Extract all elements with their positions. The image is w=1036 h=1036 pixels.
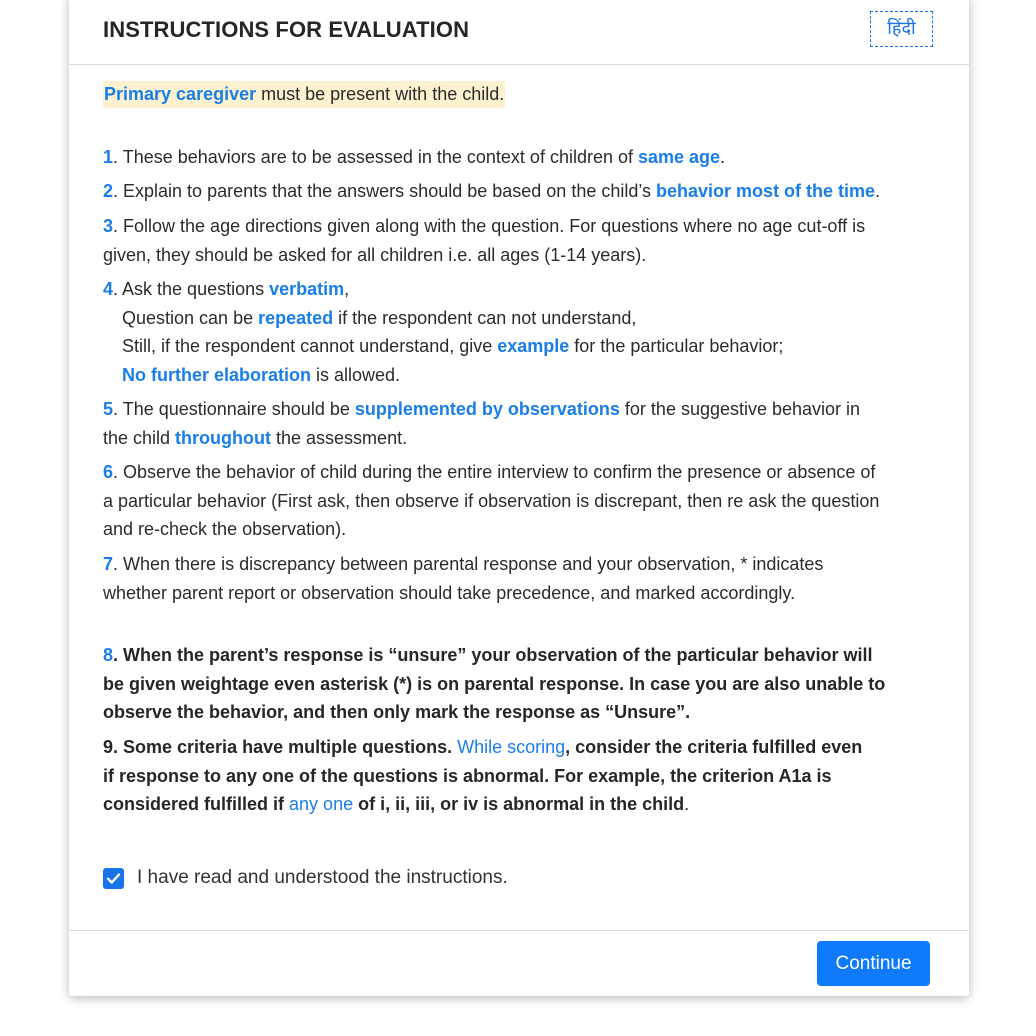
item-text: and re-check the observation). [103, 519, 347, 540]
item-text: . Observe the behavior of child during the entire interview to confirm the presence or absence of [113, 462, 876, 482]
item-highlight: throughout [175, 427, 272, 448]
item-text: . When the parent’s response is “unsure” your observation of the particular behavior will [113, 645, 873, 665]
instructions-modal [69, 0, 969, 996]
item-highlight: verbatim [269, 279, 345, 299]
item-text: a particular behavior (First ask, then observe if observation is discrepant, then re ask the question [103, 490, 880, 511]
caregiver-note-text: must be present with the child. [256, 84, 505, 104]
item-highlight: example [497, 336, 570, 357]
item-text: . Ask the questions [113, 279, 270, 299]
item-text: if response to any one of the questions is abnormal. For example, the criterion A1a is [103, 765, 832, 786]
item-text: . When there is discrepancy between parental response and your observation, * indicates [113, 554, 824, 574]
item-text: . These behaviors are to be assessed in the context of children of [113, 147, 638, 167]
item-text: . [684, 794, 690, 815]
instruction-item-8 [103, 641, 937, 727]
item-highlight: any one [289, 794, 354, 815]
item-text: observe the behavior, and then only mark the response as “Unsure”. [103, 702, 691, 723]
instruction-item-4 [103, 275, 937, 389]
item-text: for the particular behavior; [569, 336, 784, 357]
item-text: , consider the criteria fulfilled even [565, 737, 863, 757]
instruction-item-2 [103, 177, 937, 206]
item-number: 5 [103, 399, 114, 419]
item-highlight: repeated [258, 307, 334, 328]
item-text: given, they should be asked for all children i.e. all ages (1-14 years). [103, 244, 647, 265]
item-number: 7 [103, 554, 114, 574]
item-highlight: While scoring [457, 737, 566, 757]
instruction-item-1 [103, 143, 937, 172]
item-text: be given weightage even asterisk (*) is on parental response. In case you are also unable to [103, 673, 886, 694]
item-text: for the suggestive behavior in [619, 399, 861, 419]
item-number: 3 [103, 216, 114, 236]
instruction-item-3 [103, 212, 937, 269]
item-text: . Some criteria have multiple questions. [113, 737, 458, 757]
item-text: of i, ii, iii, or iv is abnormal in the child [353, 794, 685, 815]
item-text: . [720, 147, 726, 167]
instruction-item-5 [103, 395, 937, 452]
item-highlight: No further elaboration [122, 364, 312, 385]
item-text: . The questionnaire should be [113, 399, 355, 419]
instruction-item-7 [103, 550, 937, 607]
continue-button[interactable]: Continue [817, 941, 930, 986]
caregiver-highlight: Primary caregiver [104, 84, 257, 104]
checkmark-icon [106, 871, 121, 886]
item-text: . Follow the age directions given along with the question. For questions where no age cut-off is [113, 216, 866, 236]
item-highlight: same age [638, 147, 721, 167]
acknowledgement-checkbox[interactable] [103, 868, 124, 889]
acknowledgement-label[interactable]: I have read and understood the instructions. [137, 867, 508, 888]
modal-footer [69, 930, 969, 997]
item-text: whether parent report or observation should take precedence, and marked accordingly. [103, 582, 796, 603]
item-text: the child [103, 427, 176, 448]
item-number: 8 [103, 645, 114, 665]
item-number: 4 [103, 279, 114, 299]
acknowledgement-row [103, 867, 508, 889]
item-number: 9 [103, 737, 114, 757]
modal-header [69, 0, 969, 65]
item-text: is allowed. [311, 364, 401, 385]
caregiver-note [103, 81, 505, 108]
item-text: . Explain to parents that the answers should be based on the child’s [113, 181, 657, 201]
item-number: 1 [103, 147, 114, 167]
modal-title: INSTRUCTIONS FOR EVALUATION [103, 17, 470, 42]
item-number: 2 [103, 181, 114, 201]
item-highlight: behavior most of the time [656, 181, 876, 201]
hindi-language-button[interactable]: हिंदी [870, 11, 933, 47]
item-text: if the respondent can not understand, [333, 307, 637, 328]
item-text: considered fulfilled if [103, 794, 290, 815]
item-highlight: supplemented by observations [354, 399, 620, 419]
item-text: . [875, 181, 881, 201]
item-text: Still, if the respondent cannot understand, give [122, 336, 498, 357]
item-text: Question can be [122, 307, 259, 328]
instruction-item-6 [103, 458, 937, 544]
instruction-item-9 [103, 733, 937, 819]
item-text: , [344, 279, 350, 299]
item-number: 6 [103, 462, 114, 482]
item-text: the assessment. [271, 427, 408, 448]
